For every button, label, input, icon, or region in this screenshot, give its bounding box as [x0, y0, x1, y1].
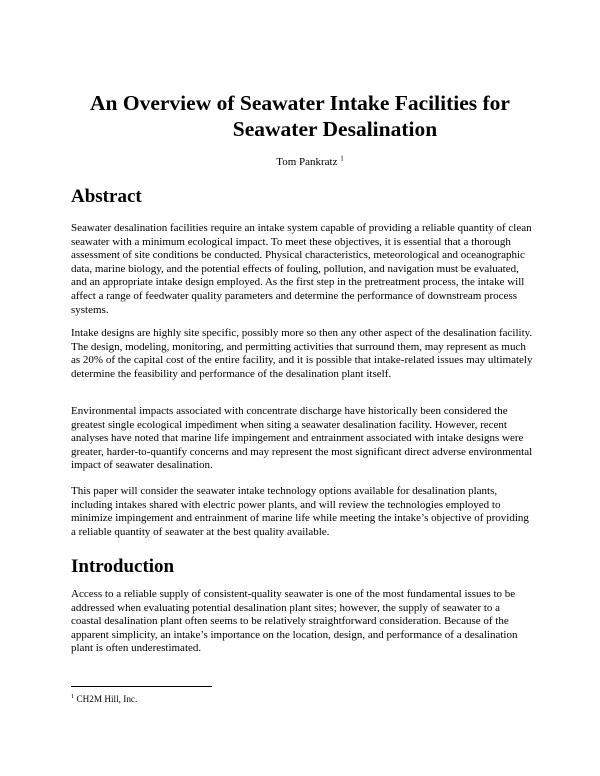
author-line — [0, 155, 600, 169]
abstract-heading: Abstract — [71, 186, 142, 207]
introduction-heading: Introduction — [71, 556, 175, 577]
abstract-paragraph-4: This paper will consider the seawater intake technology options available for desalination plants, including intakes shared with electric power plants, and will review the technologies employed to minimize impingement and entrainment of marine life while meeting the intake’s objective of providing a reliable quantity of seawater at the best quality available. — [71, 485, 529, 538]
footnote-divider — [71, 686, 212, 687]
paper-title-line-2: Seawater Desalination — [232, 117, 438, 141]
introduction-paragraph-1: Access to a reliable supply of consistent-quality seawater is one of the most fundamental issues to be addressed when evaluating potential desalination plant sites; however, the supply of seawater to a coastal desalination plant often seems to be relatively straightforward consideration. Because of the apparent simplicity, an intake’s importance on the location, design, and performance of a desalination plant is often underestimated. — [71, 588, 518, 655]
footnote-text: CH2M Hill, Inc. — [76, 694, 138, 704]
abstract-paragraph-2: Intake designs are highly site specific, possibly more so then any other aspect of the desalination facility. The design, modeling, monitoring, and permitting activities that surround them, may represent as much as 20% of the capital cost of the entire facility, and it is possible that intake-related issues may ultimately determine the feasibility and performance of the desalination plant itself. — [71, 327, 533, 380]
abstract-paragraph-3: Environmental impacts associated with concentrate discharge have historically been considered the greatest single ecological impediment when siting a seawater desalination facility. However, recent analyses have noted that marine life impingement and entrainment associated with intake designs were greater, harder-to-quantify concerns and may represent the most significant direct adverse environmental impact of seawater desalination. — [71, 405, 533, 472]
paper-title — [60, 90, 540, 142]
footnote — [71, 693, 137, 705]
author-footnote-mark: 1 — [340, 154, 344, 163]
footnote-mark: 1 — [71, 692, 75, 700]
paper-title-line-1: An Overview of Seawater Intake Facilities for — [90, 91, 510, 115]
author-name: Tom Pankratz — [276, 156, 338, 168]
abstract-paragraph-1: Seawater desalination facilities require an intake system capable of providing a reliable quantity of clean seawater with a minimum ecological impact. To meet these objectives, it is essential that a thorough assessment of site conditions be conducted. Physical characteristics, meteorological and oceanographic data, marine biology, and the potential effects of fouling, pollution, and navigation must be evaluated, and an appropriate intake design employed. As the first step in the pretreatment process, the intake will affect a range of feedwater quality parameters and determine the performance of downstream process systems. — [71, 222, 532, 316]
